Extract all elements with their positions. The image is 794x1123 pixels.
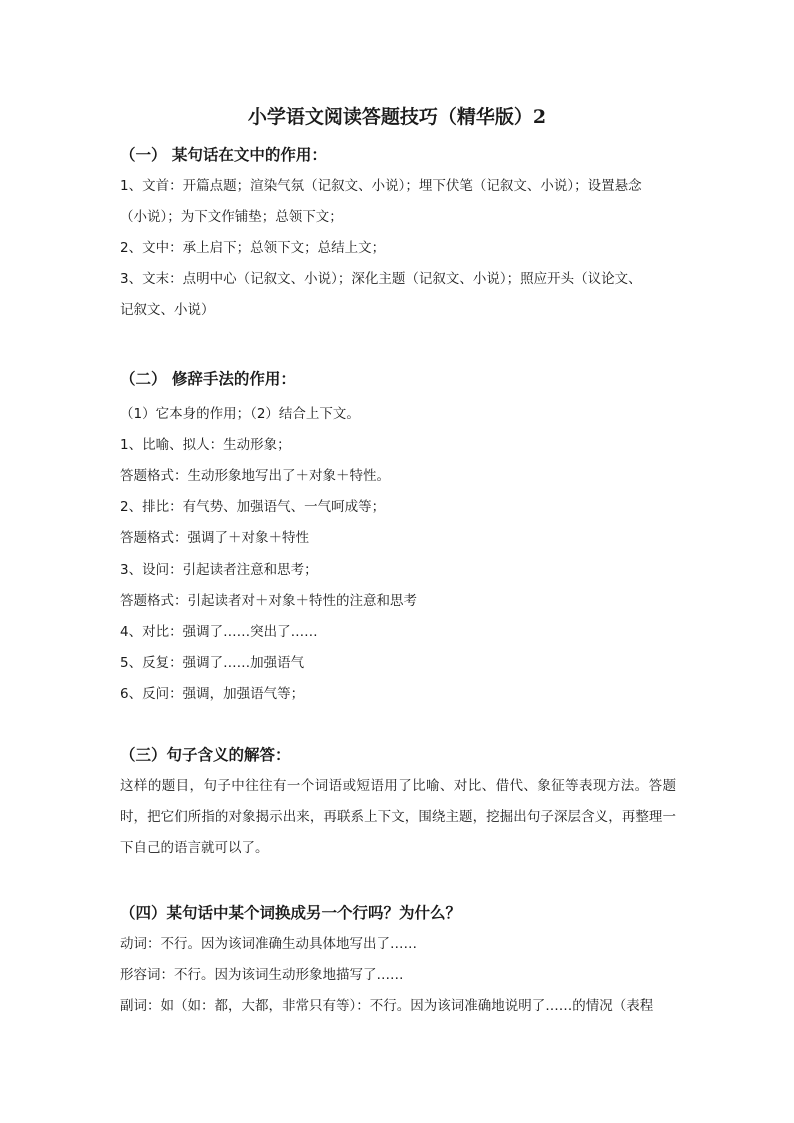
section-1-line-3: 2、文中：承上启下；总领下文；总结上文； <box>120 240 386 256</box>
section-2-line-3: 答题格式：生动形象地写出了＋对象＋特性。 <box>120 468 390 484</box>
section-2-line-1: （1）它本身的作用；（2）结合上下文。 <box>120 406 360 422</box>
section-4-line-1: 动词：不行。因为该词准确生动具体地写出了…… <box>120 936 417 952</box>
section-2-heading: （二） 修辞手法的作用： <box>120 369 296 388</box>
document-title: 小学语文阅读答题技巧（精华版）2 <box>247 106 547 128</box>
section-2-line-8: 4、对比：强调了……突出了…… <box>120 624 318 640</box>
section-3-heading: （三）句子含义的解答： <box>120 745 291 764</box>
section-2-line-5: 答题格式：强调了＋对象＋特性 <box>120 530 309 546</box>
section-2-line-9: 5、反复：强调了……加强语气 <box>120 655 305 671</box>
section-1-line-1: 1、文首：开篇点题；渲染气氛（记叙文、小说）；埋下伏笔（记叙文、小说）；设置悬念 <box>120 178 642 194</box>
section-2-line-7: 答题格式：引起读者对＋对象＋特性的注意和思考 <box>120 593 417 609</box>
section-4-line-3: 副词：如（如：都，大都，非常只有等）：不行。因为该词准确地说明了……的情况（表程 <box>120 998 654 1014</box>
section-2-line-6: 3、设问：引起读者注意和思考； <box>120 562 318 578</box>
section-1-heading: （一） 某句话在文中的作用： <box>120 145 327 164</box>
section-4-line-2: 形容词：不行。因为该词生动形象地描写了…… <box>120 967 404 983</box>
section-3-paragraph: 这样的题目，句子中往往有一个词语或短语用了比喻、对比、借代、象征等表现方法。答题时，把它们所指的对象揭示出来，再联系上下文，围绕主题，挖掘出句子深层含义，再整理一下自己的语言就可以了。 <box>120 778 676 856</box>
section-1-line-2: （小说）；为下文作铺垫；总领下文； <box>120 209 343 225</box>
section-1-line-4: 3、文末：点明中心（记叙文、小说）；深化主题（记叙文、小说）；照应开头（议论文、 <box>120 271 642 287</box>
section-2-line-10: 6、反问：强调，加强语气等； <box>120 686 305 702</box>
section-1-line-5: 记叙文、小说） <box>120 302 215 318</box>
section-2-line-2: 1、比喻、拟人：生动形象； <box>120 437 291 453</box>
section-4-heading: （四）某句话中某个词换成另一个行吗？为什么？ <box>120 903 462 922</box>
section-2-line-4: 2、排比：有气势、加强语气、一气呵成等； <box>120 499 386 515</box>
